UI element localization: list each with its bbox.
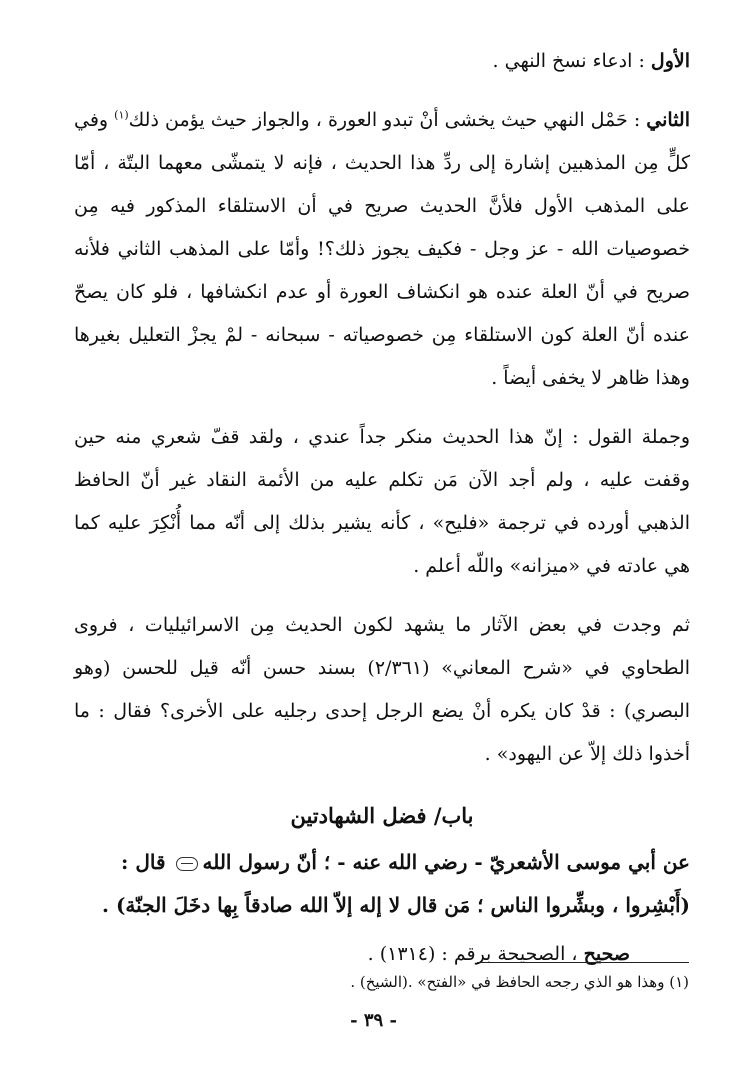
opinion-text-first: : ادعاء نسخ النهي .	[492, 50, 651, 72]
opinion-text-second: : حَمْل النهي حيث يخشى أنْ تبدو العورة ، والجواز حيث يؤمن ذلك	[128, 109, 647, 131]
page-number: - ٣٩ -	[350, 1010, 397, 1031]
paragraph-conclusion	[74, 416, 690, 588]
paragraph-second-opinion	[74, 99, 690, 400]
paragraph-first-opinion	[74, 40, 690, 83]
opinion-discussion: وفي كلٍّ مِن المذهبين إشارة إلى ردِّ هذا الحديث ، فإنه لا يتمشّى معهما البتّة ، أمّا على المذهب الأول فلأنَّ الحديث صريح في أن الاستلقاء المذكور فيه مِن خصوصيات الله - عز وجل - فكيف يجوز ذلك؟! وأمّا على المذهب الثاني فلأنه صريح في أنّ العلة عنده هو انكشاف العورة أو عدم انكشافها ، فلو كان يصحّ عنده أنّ العلة كون الاستلقاء مِن خصوصياته - سبحانه - لمْ يجزْ التعليل بغيرها وهذا ظاهر لا يخفى أيضاً .	[74, 109, 690, 389]
conclusion-text: وجملة القول : إنّ هذا الحديث منكر جداً عندي ، ولقد قفّ شعري منه حين وقفت عليه ، ولم أجد الآن مَن تكلم عليه من الأئمة النقاد غير أنّ الحافظ الذهبي أورده في ترجمة «فليح» ، كأنه يشير بذلك إلى أنّه مما أُنْكِرَ عليه كما هي عادته في «ميزانه» واللّه أعلم .	[74, 426, 690, 577]
chapter-heading: باب/ فضل الشهادتين	[290, 803, 474, 828]
hadith-text: (أَبْشِروا ، وبشِّروا الناس ؛ مَن قال لا إله إلاّ الله صادقاً بِها دخَلَ الجنّة) .	[102, 893, 690, 917]
hadith-said: قال :	[120, 850, 173, 874]
footnote-marker: (١)	[114, 108, 129, 122]
corroboration-text: ثم وجدت في بعض الآثار ما يشهد لكون الحديث مِن الاسرائيليات ، فروى الطحاوي في «شرح المعاني» (٢/٣٦١) بسند حسن أنّه قيل للحسن (وهو البصري) : قدْ كان يكره أنْ يضع الرجل إحدى رجليه على الأخرى؟ فقال : ما أخذوا ذلك إلاّ عن اليهود» .	[74, 614, 691, 765]
opinion-label-first: الأول	[650, 50, 690, 72]
footnote: (١) وهذا هو الذي رجحه الحافظ في «الفتح» .(الشيخ) .	[350, 973, 689, 991]
hadith-narrator: عن أبي موسى الأشعريّ - رضي الله عنه - ؛ أنّ رسول الله	[202, 850, 690, 874]
grading-reference: ، الصحيحة برقم : (١٣١٤) .	[367, 943, 584, 965]
paragraph-corroboration	[74, 604, 690, 776]
grading-label: صحيح	[583, 943, 630, 965]
opinion-label-second: الثاني	[646, 109, 690, 131]
footnote-divider	[477, 962, 689, 963]
hadith-intro	[74, 841, 690, 884]
salutation-icon	[176, 857, 198, 871]
page-body	[74, 40, 690, 976]
